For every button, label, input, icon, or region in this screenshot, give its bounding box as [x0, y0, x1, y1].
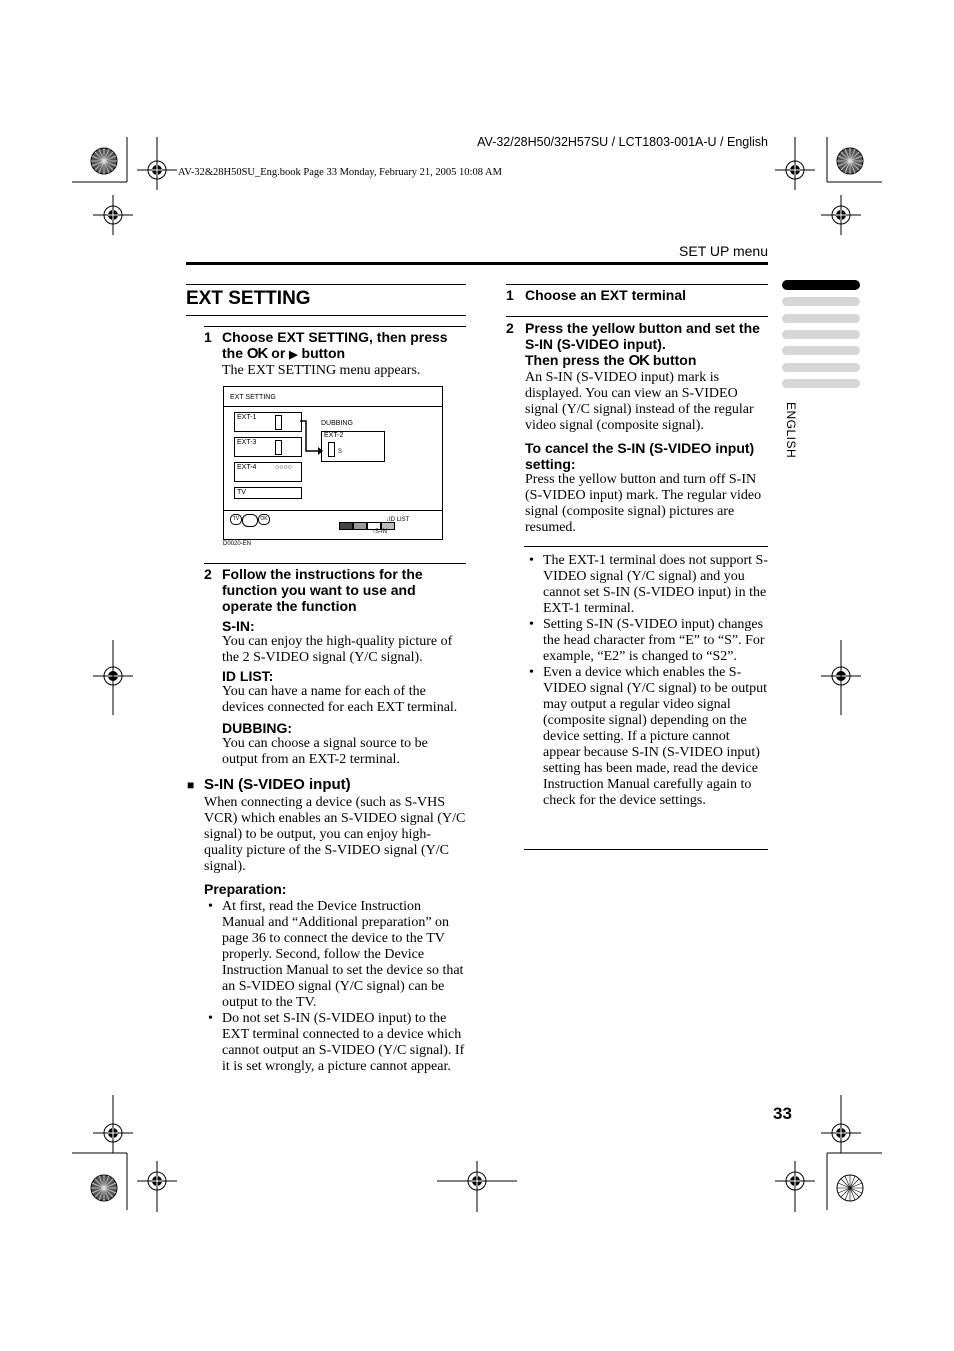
menu-title-rule — [224, 406, 442, 407]
title-rule-bottom — [186, 315, 466, 316]
r-step1-instruction: Choose an EXT terminal — [525, 287, 687, 303]
ok-icon: OK — [628, 352, 649, 369]
step1-instruction — [222, 329, 466, 363]
step1-or: or — [271, 345, 286, 361]
ok-button: OK — [258, 514, 270, 525]
side-tab-inactive — [782, 297, 860, 306]
up-arrow-icon: ↑ — [372, 529, 375, 535]
list-item: • Setting S-IN (S-VIDEO input) changes the head character from “E” to “S”. For example, “E2” is changed to “S2”. — [525, 617, 768, 665]
green-button-icon — [353, 522, 367, 530]
notes-rule-top — [524, 546, 768, 547]
step-rule — [204, 563, 466, 564]
r-step2-then: Then press the — [525, 352, 625, 368]
step2-instruction — [222, 566, 466, 614]
menu-item-ext4 — [234, 462, 302, 482]
menu-item-ext1 — [234, 412, 302, 432]
menu-item-tv — [234, 487, 302, 499]
sin-heading: S-IN (S-VIDEO input) — [204, 776, 351, 793]
s-in-text: S-IN — [375, 529, 387, 535]
notes-rule-bottom — [524, 849, 768, 850]
right-arrow-icon: ▶ — [289, 349, 298, 361]
ext4-label: EXT-4 — [237, 464, 257, 471]
ext4-dots: ○○○○ — [275, 464, 292, 471]
step1-button-word: button — [301, 345, 346, 361]
step1-line2 — [222, 345, 466, 363]
header-rule — [186, 262, 768, 265]
tv-button: TV — [230, 514, 242, 525]
list-item: • At first, read the Device Instruction Manual and “Additional preparation” on page 36 to connect the device to the TV properly. Second, follow the Device Instruction Manual to set the device so that an S-VIDEO signal (Y/C signal) can be output to the TV. — [204, 899, 466, 1011]
preparation-list — [204, 899, 466, 1075]
ext1-label: EXT-1 — [237, 414, 257, 421]
id-list-label — [386, 516, 409, 524]
page-title: EXT SETTING — [186, 288, 311, 309]
section-bullet-icon: ■ — [187, 778, 195, 792]
menu-footer-rule — [224, 510, 442, 511]
step-rule — [204, 326, 466, 327]
side-tab-inactive — [782, 314, 860, 323]
preparation-heading: Preparation: — [204, 881, 287, 897]
ext3-label: EXT-3 — [237, 439, 257, 446]
list-item: • Do not set S-IN (S-VIDEO input) to the EXT terminal connected to a device which cannot output an S-VIDEO (Y/C signal). If it is set wrongly, a picture cannot appear. — [204, 1011, 466, 1075]
step2-line2: function you want to use and — [222, 582, 416, 598]
dubbing-label: DUBBING — [321, 420, 353, 427]
side-tab — [782, 280, 860, 290]
id-list-text: You can have a name for each of the devices connected for each EXT terminal. — [222, 684, 458, 715]
id-list-heading: ID LIST: — [222, 668, 274, 684]
menu-item-ext3 — [234, 437, 302, 457]
r-step2-text: An S-IN (S-VIDEO input) mark is displayed. You can view an S-VIDEO signal (Y/C signal) instead of the regular video signal (composite signal). — [525, 370, 754, 433]
sin-text: When connecting a device (such as S-VHS VCR) which enables an S-VIDEO signal (Y/C signal) to be output, you can enjoy high-quality picture of the S-VIDEO signal (Y/C signal). — [204, 795, 466, 874]
down-arrow-icon: ↓ — [386, 517, 389, 523]
connector-icon — [275, 415, 282, 430]
direction-pad-icon — [242, 514, 258, 527]
s-in-heading: S-IN: — [222, 618, 255, 634]
list-item: • Even a device which enables the S-VIDEO signal (Y/C signal) to be output may output a regular video signal (composite signal) depending on the device setting. If a picture cannot appear because S-IN (S-VIDEO input) setting has been made, read the device Instruction Manual carefully again to check for the device settings. — [525, 665, 768, 809]
ok-icon: OK — [246, 345, 268, 362]
step-number: 1 — [506, 287, 514, 303]
s-in-mark: S — [338, 449, 343, 455]
notes-list — [525, 553, 768, 809]
cancel-heading: To cancel the S-IN (S-VIDEO input) setting: — [525, 440, 755, 472]
page-number: 33 — [773, 1104, 792, 1123]
r-step2-line1: Press the yellow button and set the — [525, 320, 760, 336]
connector-icon — [328, 442, 335, 457]
dubbing-heading: DUBBING: — [222, 720, 292, 736]
side-tab-inactive — [782, 346, 860, 355]
step2-line1: Follow the instructions for the — [222, 566, 423, 582]
step1-line1: Choose EXT SETTING, then press — [222, 329, 448, 345]
ext-setting-menu — [223, 386, 443, 540]
id-list-text: ID LIST — [389, 517, 410, 523]
step-number: 2 — [204, 566, 212, 582]
red-button-icon — [339, 522, 353, 530]
dubbing-box — [321, 431, 385, 462]
side-tab-inactive — [782, 363, 860, 372]
side-tab-inactive — [782, 379, 860, 388]
menu-title: EXT SETTING — [230, 394, 276, 401]
s-in-label — [372, 528, 387, 536]
step-rule — [506, 284, 768, 285]
ext2-label: EXT-2 — [324, 432, 344, 439]
r-step2-button-word: button — [652, 352, 697, 368]
list-item: • The EXT-1 terminal does not support S-VIDEO signal (Y/C signal) and you cannot set S-IN (S-VIDEO input) in the EXT-1 terminal. — [525, 553, 768, 617]
dubbing-text: You can choose a signal source to be output from an EXT-2 terminal. — [222, 736, 428, 767]
step1-desc: The EXT SETTING menu appears. — [222, 363, 421, 378]
r-step2-line2: S-IN (S-VIDEO input). — [525, 336, 666, 352]
tv-label: TV — [237, 489, 246, 496]
connector-icon — [275, 440, 282, 455]
cancel-text: Press the yellow button and turn off S-IN (S-VIDEO input) mark. The regular video signal (composite signal) pictures are resumed. — [525, 472, 762, 535]
figure-code: D0020-EN — [223, 541, 252, 547]
section-title: SET UP menu — [679, 243, 768, 259]
side-tab-label: ENGLISH — [784, 402, 798, 459]
step-number: 1 — [204, 329, 212, 345]
title-rule-top — [186, 284, 466, 285]
step1-the: the — [222, 345, 243, 361]
r-step2-instruction — [525, 320, 768, 369]
step-rule — [506, 316, 768, 317]
book-info: AV-32&28H50SU_Eng.book Page 33 Monday, February 21, 2005 10:08 AM — [178, 167, 502, 178]
s-in-text: You can enjoy the high-quality picture of the 2 S-VIDEO signal (Y/C signal). — [222, 634, 453, 665]
dubbing-arrow — [300, 417, 324, 457]
step-number: 2 — [506, 320, 514, 336]
step2-line3: operate the function — [222, 598, 357, 614]
model-line: AV-32/28H50/32H57SU / LCT1803-001A-U / English — [477, 135, 768, 149]
r-step2-line3 — [525, 352, 768, 369]
side-tab-inactive — [782, 330, 860, 339]
